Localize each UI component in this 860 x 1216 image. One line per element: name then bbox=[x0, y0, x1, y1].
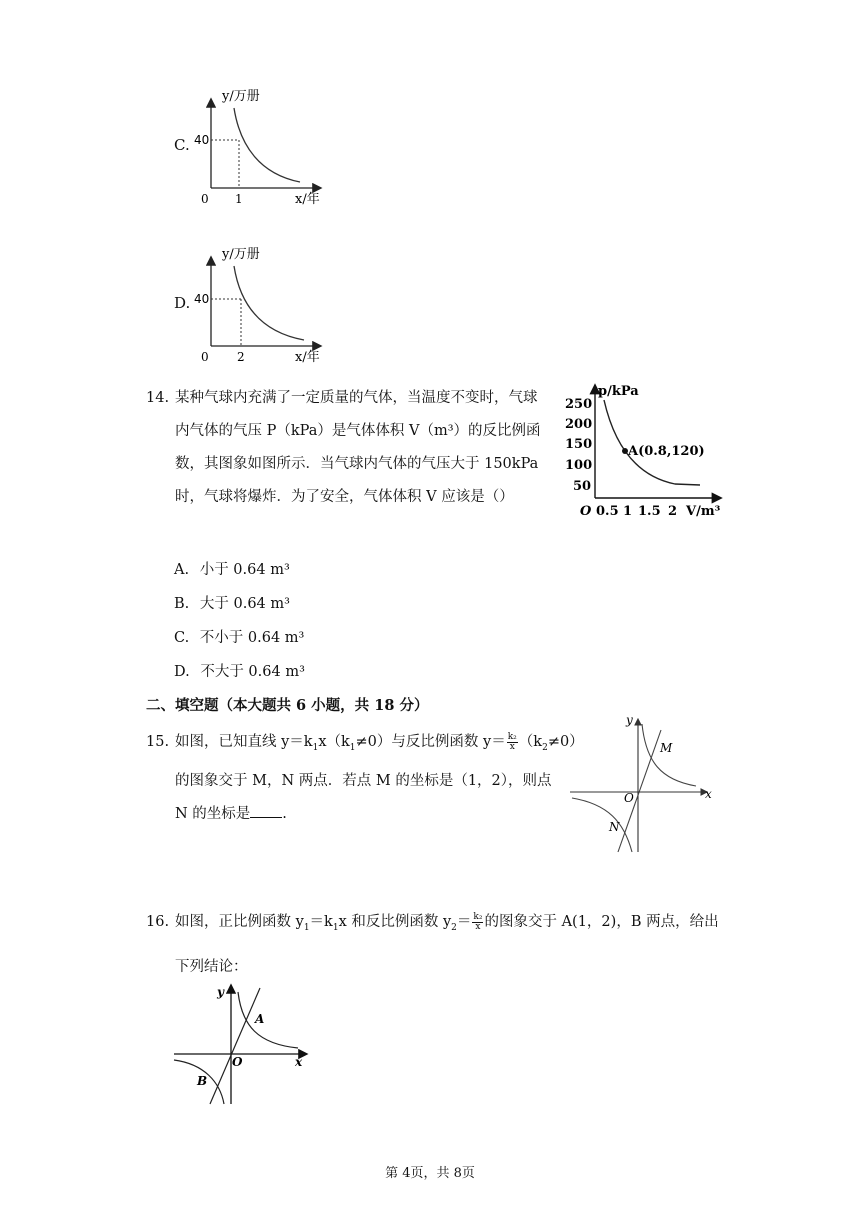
question-15-number: 15. bbox=[146, 734, 170, 750]
section-title: 二、填空题（本大题共 6 小题，共 18 分） bbox=[146, 697, 429, 714]
option-d-letter: D. bbox=[174, 294, 191, 312]
x-tick-2: 2 bbox=[668, 504, 678, 519]
q15-line-3-end: . bbox=[282, 805, 287, 822]
question-15-line-2: 的图象交于 M，N 两点．若点 M 的坐标是（1，2），则点 bbox=[175, 772, 552, 789]
page-footer: 第 4页，共 8页 bbox=[385, 1166, 475, 1181]
q16-text-d: ＝ bbox=[456, 914, 472, 930]
q15-line-3-text: N 的坐标是 bbox=[175, 805, 251, 822]
x-axis-label: V/m³ bbox=[686, 504, 721, 519]
option-c-letter: C. bbox=[174, 136, 190, 154]
hyperbola-curve bbox=[234, 108, 300, 182]
q15-sub-1: 1 bbox=[312, 742, 319, 753]
q15-frac-den: x bbox=[509, 741, 515, 752]
y-tick-150: 150 bbox=[565, 437, 593, 452]
x-axis-label: x bbox=[295, 1055, 303, 1069]
point-m-label: M bbox=[660, 741, 673, 755]
x-axis-label: x/年 bbox=[295, 350, 320, 365]
question-14-line-1: 某种气球内充满了一定质量的气体，当温度不变时，气球 bbox=[175, 390, 538, 406]
y-axis-label: y bbox=[217, 985, 224, 999]
y-axis-label: p/kPa bbox=[598, 384, 639, 399]
option-c-letter-14: C. bbox=[174, 630, 190, 646]
option-c-graph bbox=[194, 86, 330, 211]
point-n-label: N bbox=[609, 820, 620, 834]
question-14-line-2: 内气体的气压 P（kPa）是气体体积 V（m³）的反比例函 bbox=[175, 423, 541, 439]
y-tick-250: 250 bbox=[565, 397, 593, 412]
hyperbola-branch-2 bbox=[572, 798, 632, 852]
option-a-letter: A. bbox=[174, 562, 190, 578]
q16-sub-1: 1 bbox=[303, 922, 310, 933]
y-axis-label: y bbox=[626, 713, 633, 727]
question-14-text bbox=[175, 382, 555, 514]
x-tick-0-5: 0.5 bbox=[596, 504, 619, 519]
option-d-letter-14: D. bbox=[174, 664, 190, 680]
answer-blank[interactable] bbox=[250, 805, 282, 818]
question-16-number: 16. bbox=[146, 914, 170, 930]
q16-frac-den: x bbox=[475, 921, 481, 932]
y-tick-200: 200 bbox=[565, 417, 593, 432]
option-b bbox=[174, 592, 290, 613]
y-axis-label: y/万册 bbox=[222, 89, 260, 104]
origin-label: O bbox=[580, 504, 592, 519]
x-tick-1-5: 1.5 bbox=[638, 504, 661, 519]
y-tick-label: 40 bbox=[194, 292, 210, 306]
question-14-number: 14. bbox=[146, 390, 170, 406]
x-axis-label: x bbox=[705, 787, 712, 801]
option-c-text: 不小于 0.64 m³ bbox=[199, 630, 305, 646]
option-b-letter: B. bbox=[174, 596, 190, 612]
option-a bbox=[174, 558, 290, 579]
question-15-line-1 bbox=[175, 726, 584, 765]
x-tick-1: 1 bbox=[623, 504, 633, 519]
q15-text-d: （k bbox=[518, 734, 543, 750]
y-tick-label: 40 bbox=[194, 133, 210, 147]
hyperbola-branch-1 bbox=[642, 724, 696, 786]
q15-sub-1b: 1 bbox=[349, 742, 356, 753]
option-d-text: 不大于 0.64 m³ bbox=[200, 664, 305, 680]
question-16-graph bbox=[170, 982, 310, 1107]
q16-frac-num: k₂ bbox=[473, 911, 483, 922]
option-a-text: 小于 0.64 m³ bbox=[199, 562, 290, 578]
q15-text-e: ≠0） bbox=[547, 734, 584, 750]
x-axis-label: x/年 bbox=[295, 192, 320, 207]
point-b-label: B bbox=[197, 1074, 208, 1088]
point-a-label: A(0.8,120) bbox=[628, 444, 705, 459]
origin-label: 0 bbox=[201, 350, 209, 364]
q16-text-a: 如图，正比例函数 y bbox=[175, 914, 304, 930]
q16-fraction bbox=[472, 913, 483, 932]
hyperbola-curve bbox=[234, 266, 304, 340]
point-a-label: A bbox=[255, 1012, 265, 1026]
option-c bbox=[174, 626, 304, 647]
y-tick-100: 100 bbox=[565, 458, 593, 473]
question-15-text bbox=[175, 726, 584, 831]
q15-frac-num: k₂ bbox=[507, 731, 517, 742]
q16-sub-2: 2 bbox=[451, 922, 457, 933]
question-16-text bbox=[175, 906, 735, 984]
question-14-line-4: 时，气球将爆炸．为了安全，气体体积 V 应该是（） bbox=[175, 489, 514, 505]
q16-sub-1b: 1 bbox=[332, 922, 339, 933]
q16-text-c: x 和反比例函数 y bbox=[338, 914, 452, 930]
q15-text-b: x（k bbox=[318, 734, 350, 750]
question-16-line-1 bbox=[175, 906, 735, 945]
y-tick-50: 50 bbox=[573, 479, 592, 494]
question-15-graph bbox=[566, 712, 716, 857]
y-axis-label: y/万册 bbox=[222, 247, 260, 262]
x-tick-label: 1 bbox=[235, 192, 243, 206]
question-14-line-3: 数，其图象如图所示．当气球内气体的气压大于 150kPa bbox=[175, 456, 539, 472]
hyperbola-branch-1 bbox=[238, 992, 298, 1048]
q16-text-b: ＝k bbox=[309, 914, 333, 930]
pressure-curve bbox=[604, 400, 700, 485]
question-16-line-2: 下列结论： bbox=[175, 958, 248, 975]
q15-sub-2: 2 bbox=[542, 742, 548, 753]
option-d-graph bbox=[194, 244, 330, 369]
option-d bbox=[174, 660, 305, 681]
q15-text-c: ≠0）与反比例函数 y＝ bbox=[355, 734, 506, 750]
point-a bbox=[622, 448, 628, 454]
x-tick-label: 2 bbox=[237, 350, 245, 364]
option-b-text: 大于 0.64 m³ bbox=[199, 596, 290, 612]
q15-fraction bbox=[507, 733, 518, 752]
question-14-chart bbox=[560, 380, 730, 525]
question-15-line-3 bbox=[175, 798, 565, 831]
origin-label: 0 bbox=[201, 192, 209, 206]
q15-text-a: 如图，已知直线 y＝k bbox=[175, 734, 313, 750]
origin-label: O bbox=[232, 1055, 243, 1069]
origin-label: O bbox=[624, 791, 634, 805]
q16-text-e: 的图象交于 A(1，2)，B 两点，给出 bbox=[484, 914, 719, 930]
